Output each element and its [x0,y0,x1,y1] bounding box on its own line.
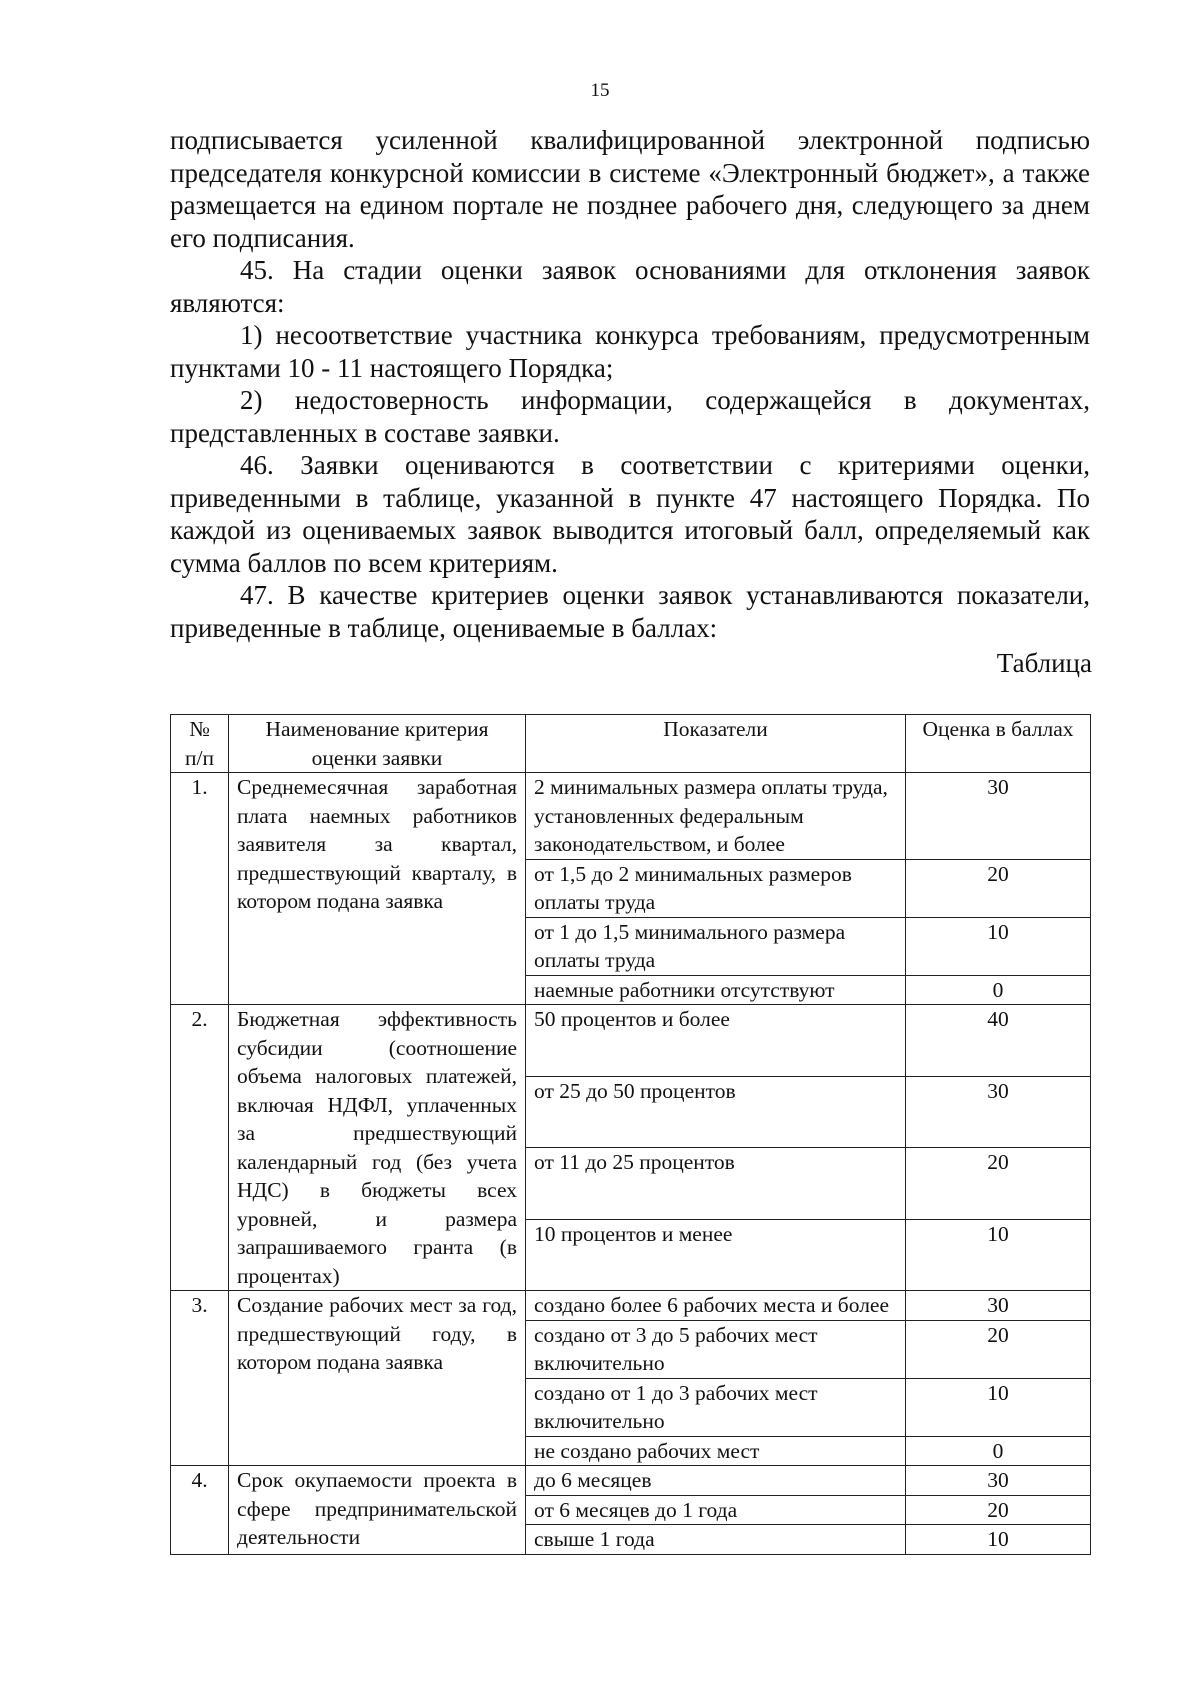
score-cell: 0 [906,975,1091,1005]
indicator-cell: от 1 до 1,5 минимального размера оплаты труда [526,917,906,975]
indicator-cell: свыше 1 года [526,1525,906,1555]
score-cell: 0 [906,1436,1091,1466]
paragraph-45-item-1: 1) несоответствие участника конкурса требованиям, предусмотренным пунктами 10 - 11 настоящего Порядка; [170,320,1090,383]
indicator-cell: от 1,5 до 2 минимальных размеров оплаты труда [526,859,906,917]
indicator-cell: создано от 1 до 3 рабочих мест включительно [526,1378,906,1436]
indicator-cell: наемные работники отсутствуют [526,975,906,1005]
score-cell: 10 [906,1525,1091,1555]
score-cell: 20 [906,1320,1091,1378]
criterion-name: Срок окупаемости проекта в сфере предпринимательской деятельности [229,1466,526,1555]
header-indicators: Показатели [526,715,906,773]
paragraph-45: 45. На стадии оценки заявок основаниями для отклонения заявок являются: [170,255,1090,318]
indicator-cell: 2 минимальных размера оплаты труда, установленных федеральным законодательством, и более [526,773,906,860]
indicator-cell: от 25 до 50 процентов [526,1076,906,1148]
score-cell: 20 [906,1148,1091,1220]
paragraph-46: 46. Заявки оцениваются в соответствии с критериями оценки, приведенными в таблице, указанной в пункте 47 настоящего Порядка. По каждой из оцениваемых заявок выводится итоговый балл, определяемый как сумма баллов по всем критериям. [170,450,1090,578]
indicator-cell: не создано рабочих мест [526,1436,906,1466]
indicator-cell: до 6 месяцев [526,1466,906,1496]
table-row [171,1291,1091,1321]
score-cell: 30 [906,1291,1091,1321]
indicator-cell: от 11 до 25 процентов [526,1148,906,1220]
indicator-cell: создано более 6 рабочих места и более [526,1291,906,1321]
criteria-table [170,714,1091,1555]
document-body [170,124,1090,644]
score-cell: 10 [906,1378,1091,1436]
indicator-cell: от 6 месяцев до 1 года [526,1495,906,1525]
header-number: № п/п [171,715,229,773]
paragraph-47: 47. В качестве критериев оценки заявок устанавливаются показатели, приведенные в таблице, оцениваемые в баллах: [170,580,1090,643]
page-number: 15 [590,80,610,101]
paragraph-continuation: подписывается усиленной квалифицированной электронной подписью председателя конкурсной комиссии в системе «Электронный бюджет», а также размещается на едином портале не позднее рабочего дня, следующего за днем его подписания. [170,125,1090,253]
header-criterion-name: Наименование критерия оценки заявки [229,715,526,773]
table-row [171,773,1091,860]
table-header-row [171,715,1091,773]
indicator-cell: создано от 3 до 5 рабочих мест включительно [526,1320,906,1378]
criterion-name: Бюджетная эффективность субсидии (соотношение объема налоговых платежей, включая НДФЛ, уплаченных за предшествующий календарный год (без учета НДС) в бюджеты всех уровней, и размера запрашиваемого гранта (в процентах) [229,1005,526,1291]
criterion-number: 1. [171,773,229,1005]
criterion-number: 3. [171,1291,229,1466]
score-cell: 30 [906,1076,1091,1148]
score-cell: 20 [906,1495,1091,1525]
criterion-name: Среднемесячная заработная плата наемных работников заявителя за квартал, предшествующий кварталу, в котором подана заявка [229,773,526,1005]
score-cell: 30 [906,773,1091,860]
table-row [171,1466,1091,1496]
table-caption: Таблица [996,648,1092,678]
indicator-cell: 50 процентов и более [526,1005,906,1077]
header-score: Оценка в баллах [906,715,1091,773]
score-cell: 20 [906,859,1091,917]
indicator-cell: 10 процентов и менее [526,1219,906,1291]
criterion-number: 2. [171,1005,229,1291]
score-cell: 10 [906,1219,1091,1291]
criterion-name: Создание рабочих мест за год, предшествующий году, в котором подана заявка [229,1291,526,1466]
criterion-number: 4. [171,1466,229,1555]
score-cell: 40 [906,1005,1091,1077]
score-cell: 30 [906,1466,1091,1496]
table-row [171,1005,1091,1077]
score-cell: 10 [906,917,1091,975]
paragraph-45-item-2: 2) недостоверность информации, содержащейся в документах, представленных в составе заявки. [170,385,1090,448]
